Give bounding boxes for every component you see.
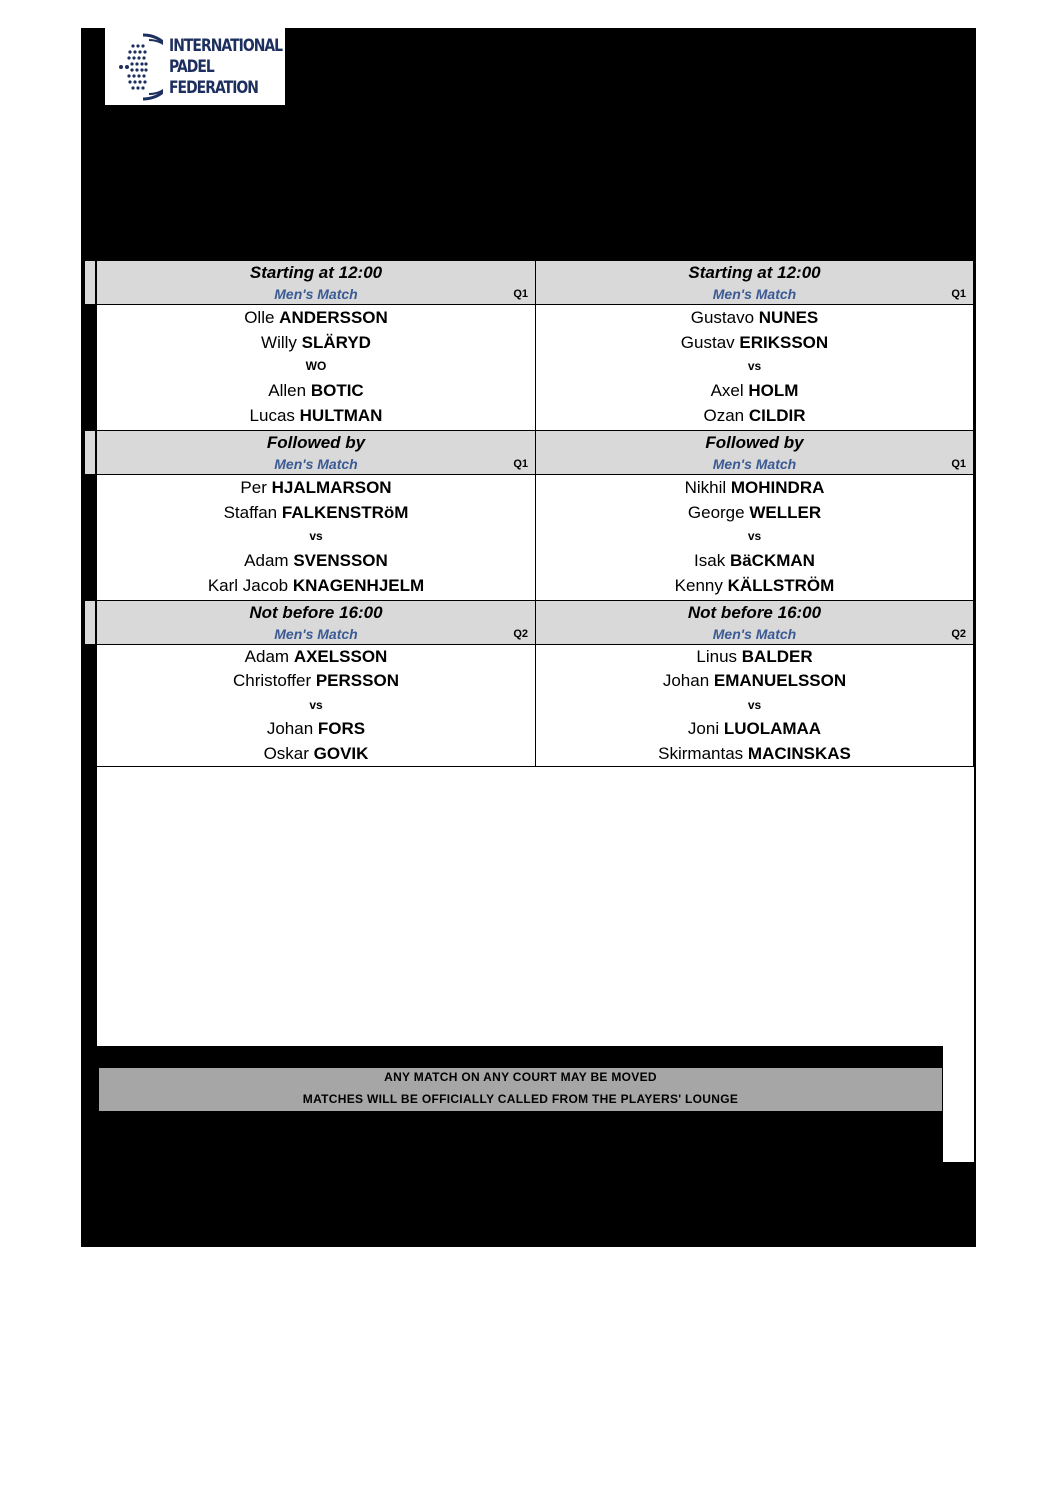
court-header-left [97,601,536,644]
match-cell [97,475,536,600]
match-type-label: Men's Match [712,286,797,302]
versus-label: vs [747,359,762,373]
player: George WELLER [687,503,822,522]
player: Nikhil MOHINDRA [684,478,825,497]
session-marker [84,600,96,645]
court-label: Q1 [513,288,528,300]
player: Staffan FALKENSTRöM [223,503,409,522]
court-header-right [536,431,974,474]
player: Isak BäCKMAN [694,551,815,570]
session-header [97,260,974,305]
versus-label: vs [747,529,762,543]
match-type-label: Men's Match [712,456,797,472]
player: Axel HOLM [710,381,799,400]
player: Per HJALMARSON [240,478,392,497]
session-marker [84,430,96,475]
match-cell [97,305,536,430]
court-header-left [97,431,536,474]
logo-line-1: INTERNATIONAL [169,36,283,56]
match-type-label: Men's Match [274,456,358,472]
session-time-label: Starting at 12:00 [249,263,383,282]
player: Linus BALDER [696,647,813,666]
logo-line-2: PADEL [169,57,214,77]
player: Oskar GOVIK [263,744,369,763]
player: Adam AXELSSON [244,647,388,666]
court-label: Q1 [513,458,528,470]
notice-line-2: MATCHES WILL BE OFFICIALLY CALLED FROM THE PLAYERS' LOUNGE [302,1092,739,1106]
court-header-left [97,261,536,304]
player: Lucas HULTMAN [249,406,383,425]
session-time-label: Not before 16:00 [687,603,822,622]
logo-line-3: FEDERATION [169,78,258,98]
session-time-label: Followed by [266,433,366,452]
court-header-right [536,601,974,644]
player: Karl Jacob KNAGENHJELM [207,576,425,595]
session-header [97,600,974,645]
match-type-label: Men's Match [274,626,358,642]
match-row [97,305,974,430]
logo-wordmark [169,36,282,99]
match-row [97,645,974,767]
court-label: Q1 [951,288,966,300]
player: Adam SVENSSON [244,551,388,570]
versus-label: vs [309,698,323,712]
player: Gustavo NUNES [690,308,819,327]
player: Skirmantas MACINSKAS [658,744,851,763]
player: Gustav ERIKSSON [680,333,829,352]
padel-ball-icon [117,32,163,102]
session-header [97,430,974,475]
versus-label: WO [305,359,327,373]
court-header-right [536,261,974,304]
court-label: Q2 [513,628,528,640]
player: Christoffer PERSSON [233,671,399,690]
player: Johan FORS [266,719,366,738]
player: Joni LUOLAMAA [687,719,822,738]
ipf-logo [105,28,285,105]
match-cell [536,305,974,430]
match-cell [97,645,536,766]
session-marker [84,260,96,305]
court-label: Q1 [951,458,966,470]
match-type-label: Men's Match [274,286,358,302]
margin-strip [943,1046,974,1162]
player: Kenny KÄLLSTRÖM [674,576,835,595]
notice-line-1: ANY MATCH ON ANY COURT MAY BE MOVED [384,1070,657,1084]
versus-label: vs [309,529,323,543]
player: Allen BOTIC [268,381,364,400]
match-cell [536,645,974,766]
session-time-label: Followed by [705,433,804,452]
player: Ozan CILDIR [703,406,806,425]
player: Olle ANDERSSON [244,308,388,327]
match-type-label: Men's Match [712,626,797,642]
notes-area [97,767,974,1046]
notice-banner [98,1067,943,1112]
player: Willy SLÄRYD [261,333,371,352]
court-label: Q2 [951,628,966,640]
match-cell [536,475,974,600]
session-time-label: Starting at 12:00 [688,263,821,282]
session-time-label: Not before 16:00 [249,603,383,622]
player: Johan EMANUELSSON [662,671,847,690]
match-row [97,475,974,600]
versus-label: vs [747,698,762,712]
